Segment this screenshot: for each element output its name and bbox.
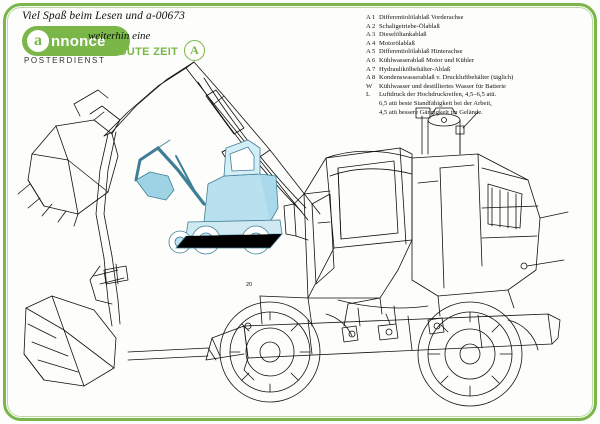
legend-continuation-2: 4,5 atü bessere Gängigkeit im Gelände. [379,108,483,116]
legend-item [366,23,591,32]
legend-key: A 1 [366,14,376,21]
logo-subtitle: POSTERDIENST [24,56,106,65]
legend-key: A 8 [366,74,376,82]
legend-text: Motorölablaß [379,39,415,47]
legend-key: A 6 [366,56,376,64]
legend-key: A 2 [366,22,376,30]
legend-text: Differentiolölablaß Hinterachse [379,48,463,56]
header-line-1 [22,10,352,22]
legend-item [366,57,591,66]
header-line-2: weiterhin eine [88,30,151,42]
legend-key: A 5 [366,48,376,56]
legend-item [366,48,591,57]
legend-text: Schaltgetriebe-Ölablaß [379,22,440,30]
legend-text: Luftdruck der Hochdruckreifen, 4,5–6,5 atü. [379,91,497,99]
legend-item [366,74,591,83]
legend-text: Hydraulikölbehälter-Ablaß [379,65,451,73]
legend-key: L [366,91,371,99]
legend-key: A 7 [366,65,376,73]
callout-20: 20 [246,282,253,288]
header-text-1: Viel Spaß beim Lesen und [22,10,143,22]
legend-text: Kühlwasserablaß Motor und Kühler [379,56,475,64]
legend-text: Kondenswasserablaß v. Druckluftbehälter (täglich) [379,74,514,82]
legend-text: Differentiolölablaß Vorderachse [379,14,464,21]
legend-text: Dieselöltankablaß [379,31,427,39]
legend-item [366,14,591,23]
legend-continuation-1: 6,5 atü beste Standfähigkeit bei der Arbeit, [379,99,492,107]
slogan-text: GUTE ZEIT [118,46,179,58]
legend-key: A 4 [366,39,376,47]
legend-item [366,83,591,92]
legend-item [366,40,591,49]
slogan-badge: A [184,40,205,61]
header-code: a-00673 [145,10,186,22]
legend-key: A 3 [366,31,376,39]
legend-item [366,66,591,75]
poster-header [22,10,352,66]
logo-word: nnonce [51,32,106,50]
legend-item [366,91,591,100]
legend-key: W [366,82,373,90]
legend-text: Kühlwasser und destilliertes Wasser für Batterie [379,82,506,90]
legend-item [366,31,591,40]
legend-list [366,14,591,117]
logo-letter: a [27,30,49,52]
